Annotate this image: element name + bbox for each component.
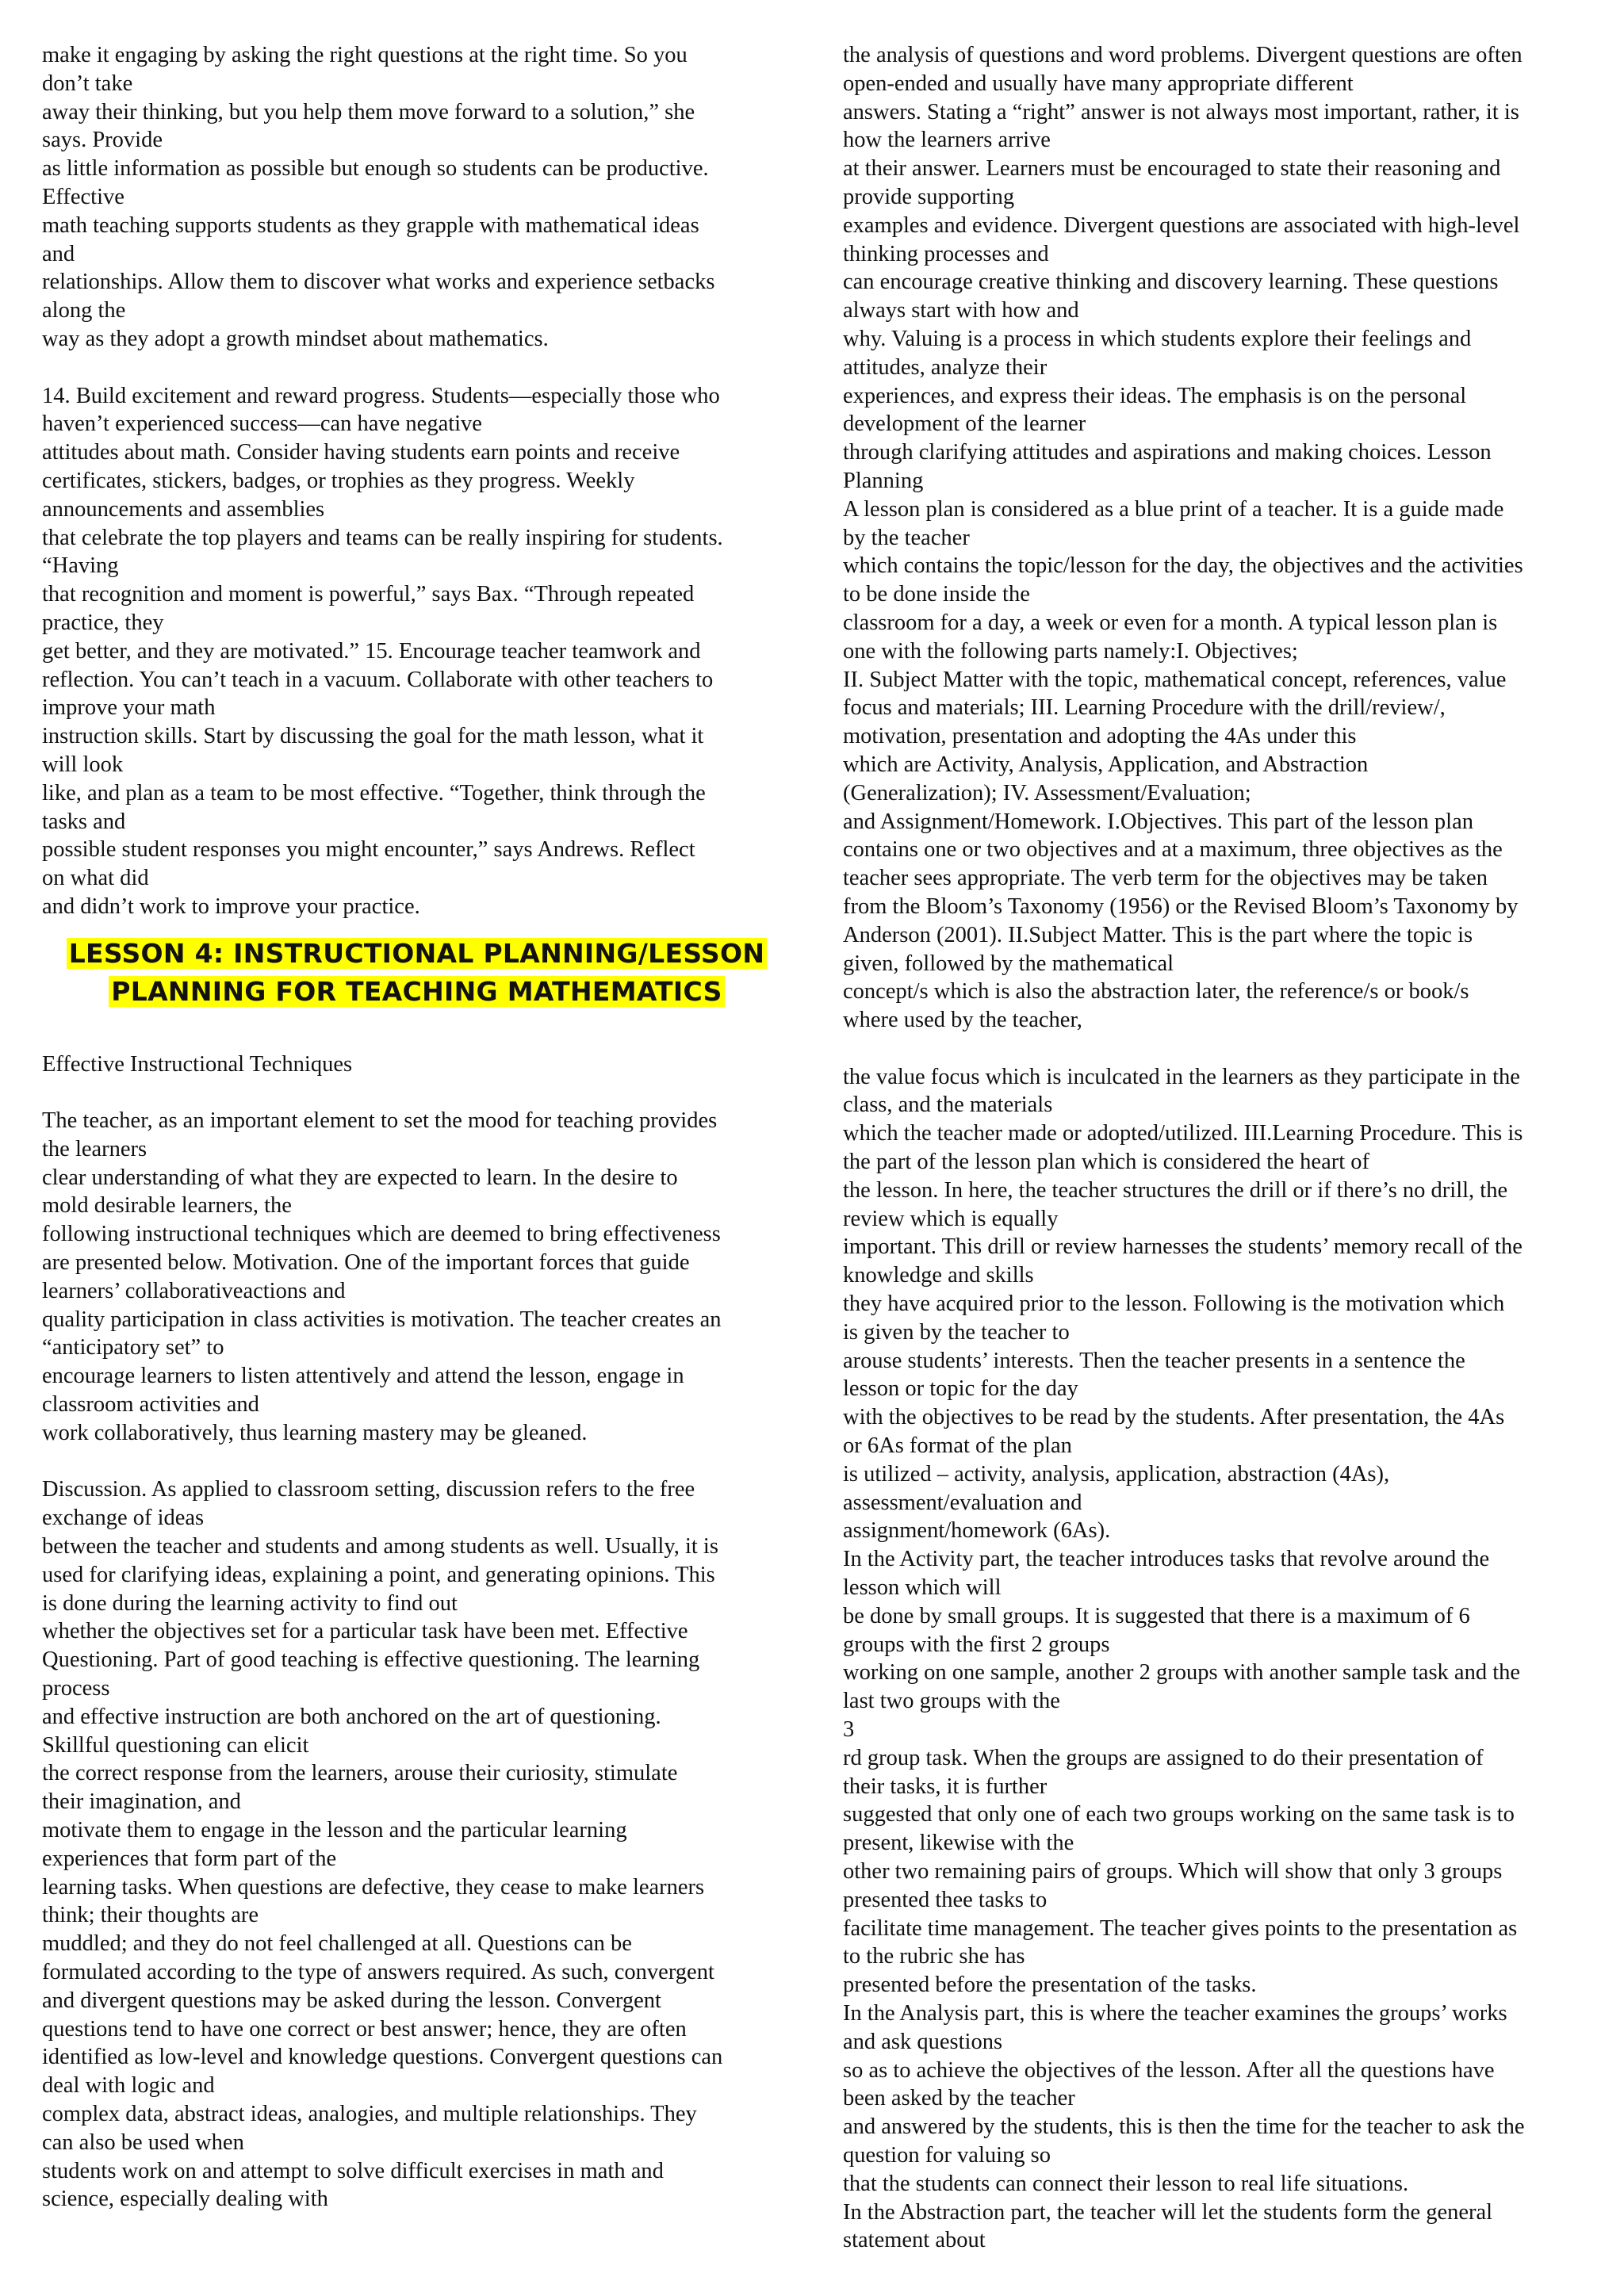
text-line: suggested that only one of each two groups working on the same task is to	[843, 1802, 1515, 1827]
text-line: 3	[843, 1717, 855, 1743]
text-line: clear understanding of what they are expected to learn. In the desire to	[42, 1165, 678, 1190]
text-line: Planning	[843, 468, 924, 493]
text-line: says. Provide	[42, 128, 163, 153]
text-line: their tasks, it is further	[843, 1774, 1048, 1799]
text-line: as little information as possible but enough so students can be productive.	[42, 156, 709, 182]
text-line: Questioning. Part of good teaching is effective questioning. The learning	[42, 1647, 700, 1673]
text-line: attitudes about math. Consider having students earn points and receive	[42, 440, 680, 465]
paragraph-discussion-questioning	[42, 1475, 791, 2214]
text-line: experiences that form part of the	[42, 1846, 337, 1871]
text-line: make it engaging by asking the right questions at the right time. So you	[42, 43, 688, 67]
text-line: complex data, abstract ideas, analogies, and multiple relationships. They	[42, 2101, 697, 2126]
text-line: which are Activity, Analysis, Application, and Abstraction	[843, 752, 1369, 777]
lesson-heading-line-1: LESSON 4: INSTRUCTIONAL PLANNING/LESSON	[42, 935, 791, 973]
text-line: whether the objectives set for a particular task have been met. Effective	[42, 1619, 688, 1644]
text-line: open-ended and usually have many appropriate different	[843, 71, 1354, 96]
text-line: so as to achieve the objectives of the lesson. After all the questions have	[843, 2057, 1495, 2083]
text-line: practice, they	[42, 610, 164, 635]
text-line: groups with the first 2 groups	[843, 1632, 1110, 1657]
left-column	[42, 41, 791, 2214]
text-line: where used by the teacher,	[843, 1008, 1082, 1033]
text-line: by the teacher	[843, 525, 970, 550]
text-line: (Generalization); IV. Assessment/Evaluation;	[843, 780, 1251, 806]
text-line: presented thee tasks to	[843, 1887, 1048, 1912]
text-line: and Assignment/Homework. I.Objectives. This part of the lesson plan	[843, 809, 1473, 834]
text-line: the value focus which is inculcated in the learners as they participate in the	[843, 1064, 1520, 1089]
text-line: encourage learners to listen attentively and attend the lesson, engage in	[42, 1364, 684, 1389]
text-line: haven’t experienced success—can have negative	[42, 411, 482, 437]
text-line: to be done inside the	[843, 582, 1030, 607]
text-line: instruction skills. Start by discussing the goal for the math lesson, what it	[42, 724, 704, 749]
text-line: Anderson (2001). II.Subject Matter. This is the part where the topic is	[843, 922, 1473, 947]
text-line: arouse students’ interests. Then the teacher presents in a sentence the	[843, 1348, 1465, 1373]
text-line: along the	[42, 298, 126, 323]
lesson-heading	[42, 935, 791, 1011]
text-line: why. Valuing is a process in which students explore their feelings and	[843, 326, 1472, 351]
text-line: Effective	[42, 184, 124, 209]
text-line: questions tend to have one correct or best answer; hence, they are often	[42, 2016, 687, 2042]
text-line: statement about	[843, 2228, 986, 2253]
text-line: the lesson. In here, the teacher structures the drill or if there’s no drill, the	[843, 1177, 1508, 1203]
text-line: away their thinking, but you help them move forward to a solution,” she	[42, 99, 695, 124]
text-line: learners’ collaborativeactions and	[42, 1278, 346, 1303]
text-line: and answered by the students, this is then the time for the teacher to ask the	[843, 2114, 1525, 2140]
text-line: they have acquired prior to the lesson. Following is the motivation which	[843, 1292, 1505, 1317]
text-line: and divergent questions may be asked during the lesson. Convergent	[42, 1988, 661, 2013]
section-subheading: Effective Instructional Techniques	[42, 1051, 353, 1077]
text-line: which the teacher made or adopted/utilized. III.Learning Procedure. This is	[843, 1121, 1523, 1146]
paragraph-divergent-lesson-plan	[843, 41, 1592, 1035]
text-line: one with the following parts namely:I. Objectives;	[843, 638, 1298, 664]
text-line: answers. Stating a “right” answer is not always most important, rather, it is	[843, 99, 1519, 124]
text-line: II. Subject Matter with the topic, mathematical concept, references, value	[843, 667, 1507, 692]
paragraph-motivation	[42, 1107, 791, 1448]
text-line: improve your math	[42, 695, 216, 721]
text-line: and didn’t work to improve your practice.	[42, 894, 420, 919]
text-line: facilitate time management. The teacher gives points to the presentation as	[843, 1915, 1518, 1941]
text-line: don’t take	[42, 71, 133, 96]
text-line: and effective instruction are both anchored on the art of questioning.	[42, 1704, 661, 1729]
text-line: think; their thoughts are	[42, 1903, 259, 1928]
text-line: certificates, stickers, badges, or trophies as they progress. Weekly	[42, 468, 635, 493]
text-line: like, and plan as a team to be most effective. “Together, think through the	[42, 780, 706, 806]
text-line: thinking processes and	[843, 241, 1049, 266]
text-line: relationships. Allow them to discover what works and experience setbacks	[42, 270, 715, 295]
text-line: attitudes, analyze their	[843, 354, 1048, 380]
text-line: important. This drill or review harnesses the students’ memory recall of the	[843, 1234, 1522, 1260]
text-line: between the teacher and students and among students as well. Usually, it is	[42, 1534, 718, 1559]
text-line: from the Bloom’s Taxonomy (1956) or the Revised Bloom’s Taxonomy by	[843, 894, 1519, 919]
text-line: that recognition and moment is powerful,” says Bax. “Through repeated	[42, 582, 695, 607]
text-line: examples and evidence. Divergent questions are associated with high-level	[843, 212, 1520, 238]
text-line: In the Abstraction part, the teacher will let the students form the general	[843, 2199, 1493, 2225]
text-line: given, followed by the mathematical	[843, 951, 1174, 976]
text-line: which contains the topic/lesson for the day, the objectives and the activities	[843, 553, 1523, 579]
text-line: reflection. You can’t teach in a vacuum. Collaborate with other teachers to	[42, 667, 714, 692]
text-line: contains one or two objectives and at a maximum, three objectives as the	[843, 837, 1503, 863]
text-line: and ask questions	[843, 2029, 1003, 2054]
text-line: present, likewise with the	[843, 1831, 1074, 1856]
text-line: class, and the materials	[843, 1093, 1053, 1118]
text-line: classroom for a day, a week or even for a month. A typical lesson plan is	[843, 610, 1498, 635]
text-line: can encourage creative thinking and discovery learning. These questions	[843, 270, 1499, 295]
text-line: question for valuing so	[843, 2142, 1051, 2168]
text-line: way as they adopt a growth mindset about mathematics.	[42, 326, 549, 351]
text-line: are presented below. Motivation. One of the important forces that guide	[42, 1250, 690, 1276]
text-line: The teacher, as an important element to set the mood for teaching provides	[42, 1108, 718, 1134]
text-line: rd group task. When the groups are assigned to do their presentation of	[843, 1745, 1484, 1770]
text-line: at their answer. Learners must be encouraged to state their reasoning and	[843, 156, 1501, 182]
text-line: other two remaining pairs of groups. Which will show that only 3 groups	[843, 1859, 1503, 1884]
text-line: review which is equally	[843, 1206, 1059, 1231]
text-line: get better, and they are motivated.” 15. Encourage teacher teamwork and	[42, 638, 701, 664]
right-column	[843, 41, 1592, 2255]
text-line: In the Analysis part, this is where the teacher examines the groups’ works	[843, 2000, 1507, 2026]
text-line: motivate them to engage in the lesson and the particular learning	[42, 1818, 627, 1843]
text-line: be done by small groups. It is suggested that there is a maximum of 6	[843, 1603, 1470, 1628]
text-line: identified as low-level and knowledge questions. Convergent questions can	[42, 2045, 723, 2070]
text-line: 14. Build excitement and reward progress. Students—especially those who	[42, 383, 720, 408]
text-line: through clarifying attitudes and aspirations and making choices. Lesson	[843, 440, 1492, 465]
text-line: provide supporting	[843, 184, 1015, 209]
text-line: lesson which will	[843, 1575, 1002, 1601]
text-line: focus and materials; III. Learning Procedure with the drill/review/,	[843, 695, 1446, 721]
text-line: the analysis of questions and word problems. Divergent questions are often	[843, 43, 1522, 67]
text-line: always start with how and	[843, 298, 1079, 323]
text-line: last two groups with the	[843, 1689, 1060, 1714]
text-line: used for clarifying ideas, explaining a point, and generating opinions. This	[42, 1562, 715, 1587]
text-line: deal with logic and	[42, 2073, 215, 2099]
paragraph-excitement-teamwork	[42, 382, 791, 921]
text-line: that the students can connect their lesson to real life situations.	[843, 2171, 1409, 2196]
text-line: assessment/evaluation and	[843, 1490, 1082, 1515]
text-line: can also be used when	[42, 2130, 244, 2155]
paragraph-growth-mindset	[42, 41, 791, 354]
text-line: on what did	[42, 866, 149, 891]
text-line: possible student responses you might encounter,” says Andrews. Reflect	[42, 837, 695, 863]
text-line: mold desirable learners, the	[42, 1193, 292, 1219]
text-line: presented before the presentation of the tasks.	[843, 1973, 1257, 1998]
text-line: their imagination, and	[42, 1789, 241, 1815]
text-line: the correct response from the learners, arouse their curiosity, stimulate	[42, 1761, 678, 1786]
text-line: “Having	[42, 553, 119, 579]
text-line: tasks and	[42, 809, 126, 834]
text-line: learning tasks. When questions are defective, they cease to make learners	[42, 1874, 705, 1900]
text-line: lesson or topic for the day	[843, 1376, 1078, 1402]
text-line: experiences, and express their ideas. The emphasis is on the personal	[843, 383, 1467, 408]
text-line: knowledge and skills	[843, 1263, 1034, 1288]
text-line: “anticipatory set” to	[42, 1335, 224, 1360]
text-line: Discussion. As applied to classroom setting, discussion refers to the free	[42, 1477, 695, 1502]
text-line: process	[42, 1676, 110, 1701]
text-line: working on one sample, another 2 groups with another sample task and the	[843, 1660, 1521, 1686]
text-line: concept/s which is also the abstraction later, the reference/s or book/s	[843, 979, 1469, 1004]
text-line: In the Activity part, the teacher introduces tasks that revolve around the	[843, 1547, 1490, 1572]
text-line: is given by the teacher to	[843, 1319, 1070, 1345]
text-line: development of the learner	[843, 411, 1086, 437]
text-line: following instructional techniques which are deemed to bring effectiveness	[42, 1222, 721, 1247]
text-line: classroom activities and	[42, 1392, 259, 1418]
text-line: is utilized – activity, analysis, application, abstraction (4As),	[843, 1461, 1390, 1487]
text-line: with the objectives to be read by the students. After presentation, the 4As	[843, 1405, 1505, 1430]
text-line: students work on and attempt to solve difficult exercises in math and	[42, 2158, 664, 2183]
paragraph-learning-procedure	[843, 1063, 1592, 2255]
text-line: math teaching supports students as they grapple with mathematical ideas	[42, 212, 699, 238]
text-line: exchange of ideas	[42, 1506, 205, 1531]
text-line: muddled; and they do not feel challenged at all. Questions can be	[42, 1931, 632, 1957]
text-line: assignment/homework (6As).	[843, 1518, 1111, 1544]
text-line: that celebrate the top players and teams can be really inspiring for students.	[42, 525, 723, 550]
text-line: or 6As format of the plan	[843, 1433, 1072, 1459]
text-line: work collaboratively, thus learning mastery may be gleaned.	[42, 1420, 588, 1445]
text-line: formulated according to the type of answers required. As such, convergent	[42, 1960, 714, 1984]
text-line: science, especially dealing with	[42, 2187, 328, 2212]
text-line: quality participation in class activities is motivation. The teacher creates an	[42, 1307, 722, 1332]
text-line: is done during the learning activity to find out	[42, 1590, 458, 1616]
lesson-heading-line-2: PLANNING FOR TEACHING MATHEMATICS	[42, 973, 791, 1011]
text-line: announcements and assemblies	[42, 496, 325, 522]
text-line: Skillful questioning can elicit	[42, 1732, 309, 1758]
text-line: teacher sees appropriate. The verb term for the objectives may be taken	[843, 866, 1488, 891]
text-line: will look	[42, 752, 124, 777]
text-line: and	[42, 241, 75, 266]
text-line: A lesson plan is considered as a blue print of a teacher. It is a guide made	[843, 496, 1504, 522]
text-line: the learners	[42, 1136, 147, 1161]
text-line: the part of the lesson plan which is considered the heart of	[843, 1150, 1370, 1175]
text-line: been asked by the teacher	[843, 2086, 1075, 2111]
text-line: how the learners arrive	[843, 128, 1051, 153]
text-line: to the rubric she has	[843, 1944, 1025, 1969]
text-line: motivation, presentation and adopting the 4As under this	[843, 724, 1357, 749]
